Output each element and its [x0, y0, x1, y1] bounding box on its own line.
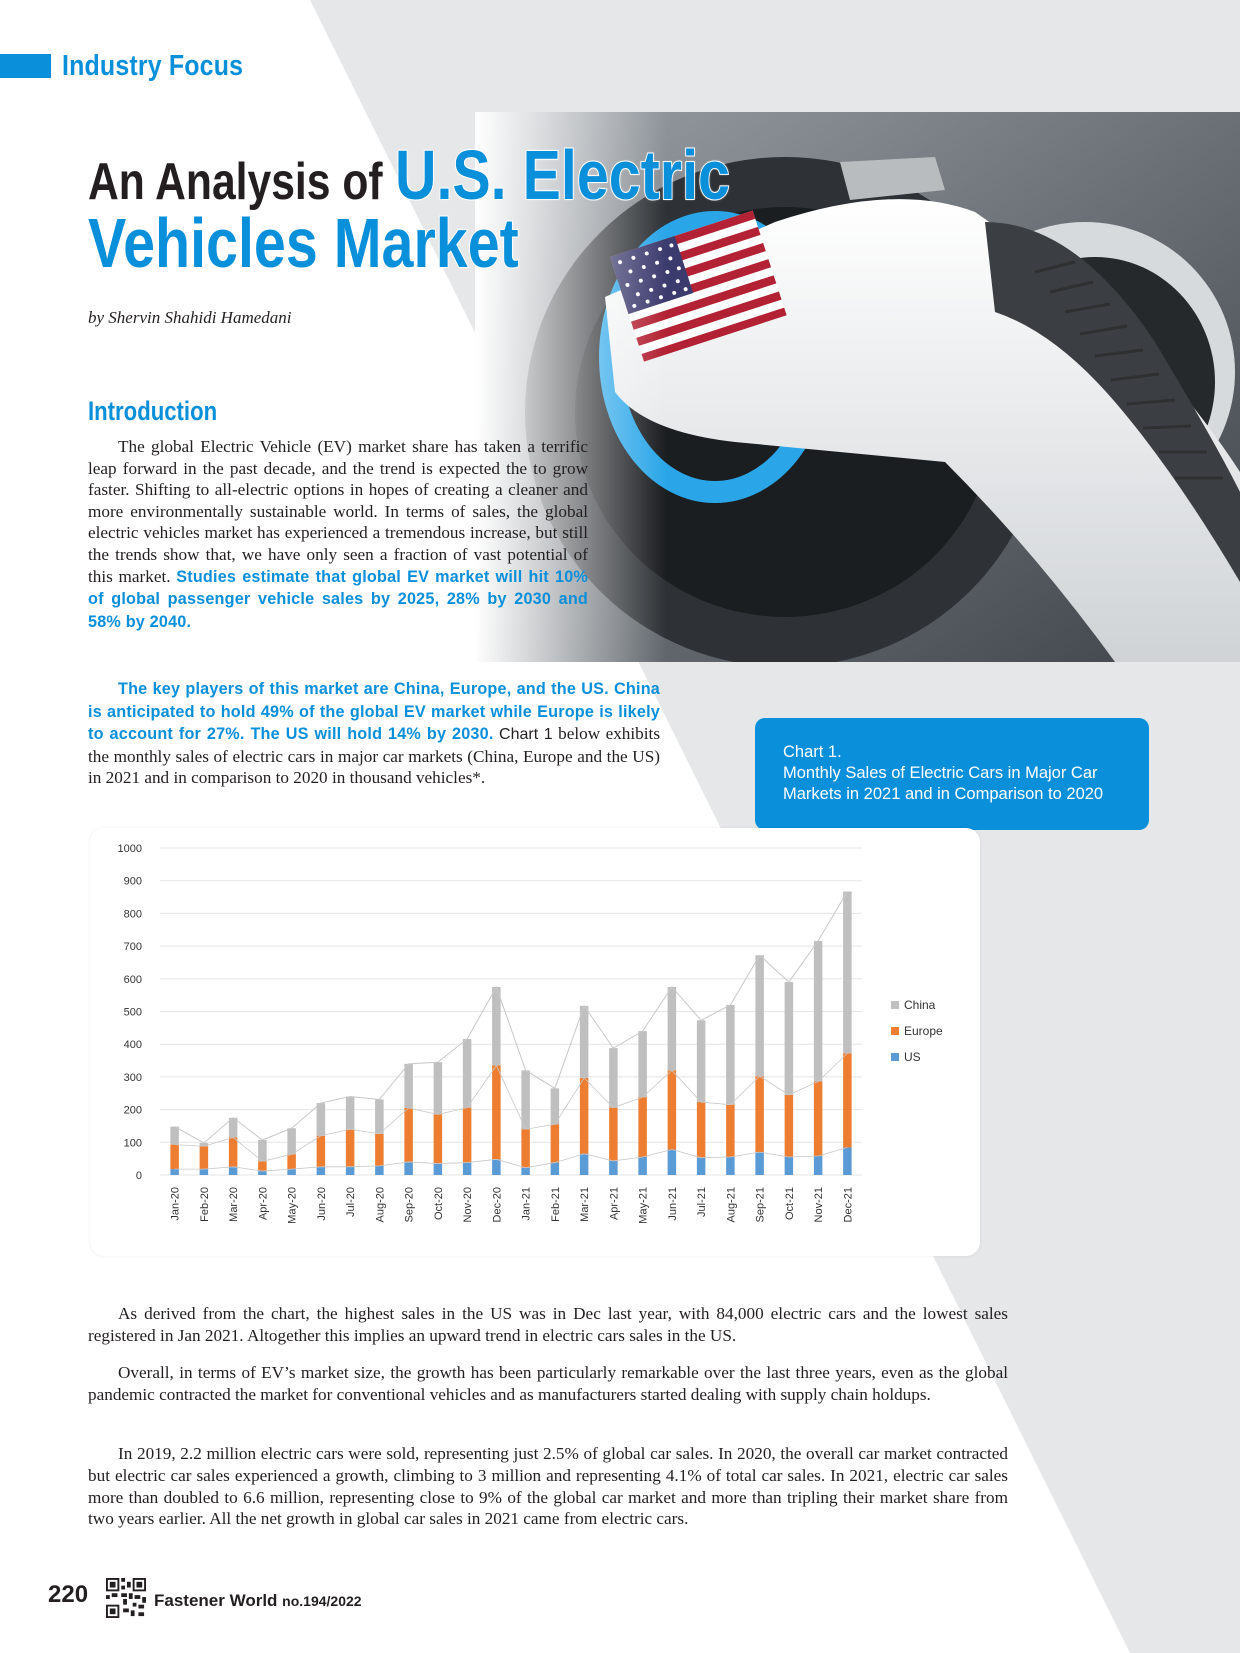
bar-china-jan-20 [170, 1127, 179, 1145]
bar-europe-may-21 [638, 1097, 647, 1157]
bar-europe-dec-21 [843, 1053, 852, 1147]
bar-china-dec-20 [492, 987, 501, 1065]
x-tick-label: Apr-21 [608, 1187, 621, 1221]
bar-us-jan-20 [170, 1169, 179, 1175]
bar-china-jul-21 [697, 1020, 706, 1102]
bar-china-jun-21 [668, 987, 677, 1070]
section-marker-bar [0, 54, 51, 78]
x-tick-label: Jun-20 [315, 1187, 328, 1221]
y-tick-label: 900 [123, 875, 142, 888]
callout-title-line1: Monthly Sales of Electric Cars in Major Car [783, 764, 1098, 782]
bar-china-oct-21 [785, 982, 794, 1095]
bar-us-oct-21 [785, 1157, 794, 1175]
series-line-us [175, 1148, 848, 1172]
bar-europe-jul-21 [697, 1102, 706, 1158]
stacked-bar-chart [90, 828, 980, 1256]
bar-china-jan-21 [521, 1070, 530, 1129]
x-tick-label: Dec-21 [842, 1187, 855, 1223]
y-tick-label: 300 [123, 1071, 142, 1084]
x-tick-label: Mar-20 [228, 1187, 241, 1222]
bar-china-apr-20 [258, 1140, 267, 1161]
bar-us-jan-21 [521, 1168, 530, 1175]
bar-europe-feb-20 [200, 1146, 209, 1169]
bar-europe-aug-21 [726, 1105, 735, 1157]
byline: by Shervin Shahidi Hamedani [88, 308, 292, 327]
bar-us-apr-21 [609, 1161, 618, 1175]
bar-china-mar-21 [580, 1006, 589, 1078]
y-tick-label: 800 [123, 908, 142, 921]
legend-swatch-china [891, 1001, 899, 1009]
bar-europe-aug-20 [375, 1134, 384, 1166]
bar-europe-nov-21 [814, 1081, 823, 1156]
bar-china-jul-20 [346, 1097, 355, 1130]
x-tick-label: Oct-21 [783, 1187, 796, 1221]
body-paragraph-2 [88, 1362, 1008, 1406]
x-tick-label: Mar-21 [579, 1187, 592, 1222]
bar-us-aug-21 [726, 1157, 735, 1175]
callout-label: Chart 1. [783, 743, 842, 761]
bar-china-aug-20 [375, 1099, 384, 1133]
x-tick-label: Nov-20 [462, 1187, 475, 1223]
bar-us-jun-21 [668, 1149, 677, 1175]
article-title [88, 136, 804, 282]
x-tick-label: Feb-20 [198, 1187, 211, 1222]
bar-china-sep-21 [755, 955, 764, 1076]
legend-label-europe: Europe [904, 1024, 943, 1038]
bar-europe-nov-20 [463, 1108, 472, 1163]
body-paragraph-3 [88, 1443, 1008, 1530]
bar-china-nov-21 [814, 941, 823, 1082]
bar-europe-oct-20 [434, 1115, 443, 1164]
legend-swatch-europe [891, 1027, 899, 1035]
intro-p2-text: below exhibits the monthly sales of electric cars in major car markets (China, Europe and the US) in 2021 and in comparison to 2020 in thousand vehicles*. [88, 724, 661, 788]
bar-europe-jan-21 [521, 1129, 530, 1168]
y-tick-label: 700 [123, 941, 142, 954]
bar-us-oct-20 [434, 1164, 443, 1175]
bar-us-apr-20 [258, 1171, 267, 1175]
bar-europe-apr-21 [609, 1108, 618, 1161]
bar-us-sep-20 [404, 1162, 413, 1175]
bar-us-jul-21 [697, 1158, 706, 1175]
x-tick-label: Feb-21 [549, 1187, 562, 1222]
bar-europe-jul-20 [346, 1129, 355, 1167]
series-line-europe [175, 1053, 848, 1161]
bar-china-may-21 [638, 1031, 647, 1097]
x-tick-label: Sep-21 [754, 1187, 767, 1223]
y-tick-label: 600 [123, 973, 142, 986]
x-tick-label: Aug-21 [725, 1187, 738, 1223]
y-tick-label: 1000 [117, 843, 142, 855]
bar-china-oct-20 [434, 1062, 443, 1114]
magazine-issue: no.194/2022 [282, 1593, 362, 1609]
x-tick-label: Jul-20 [345, 1187, 358, 1217]
bar-us-aug-20 [375, 1166, 384, 1175]
body-p2-text: Overall, in terms of EV’s market size, the growth has been particularly remarkable over the last three years, even as the global pandemic contracted the market for conventional vehicles and as manufacturers started dealing with supply chain holdups. [88, 1363, 1008, 1404]
bar-china-apr-21 [609, 1048, 618, 1108]
x-tick-label: Apr-20 [257, 1187, 270, 1221]
x-tick-label: Sep-20 [403, 1187, 416, 1223]
magazine-name [154, 1591, 362, 1611]
bar-us-nov-20 [463, 1163, 472, 1175]
body-p1-text: As derived from the chart, the highest sales in the US was in Dec last year, with 84,000 electric cars and the lowest sales registered in Jan 2021. Altogether this implies an upward trend in electric cars sales in the US. [88, 1304, 1008, 1345]
bar-europe-apr-20 [258, 1161, 267, 1171]
bar-us-feb-20 [200, 1169, 209, 1175]
intro-p1-text: The global Electric Vehicle (EV) market share has taken a terrific leap forward in the past decade, and the trend is expected the to grow faster. Shifting to all-electric options in hopes of creating a cleaner and more environmentally sustainable world. In terms of sales, the global electric vehicles market has experienced a tremendous increase, but still the trends show that, we have only seen a fraction of vast potential of this market. [88, 437, 588, 586]
legend-label-china: China [904, 998, 936, 1012]
bar-us-mar-20 [229, 1167, 238, 1175]
bar-us-jul-20 [346, 1167, 355, 1175]
bar-europe-jun-20 [317, 1136, 326, 1167]
bar-china-nov-20 [463, 1039, 472, 1108]
chart-callout [755, 718, 1149, 830]
x-tick-label: Nov-21 [813, 1187, 826, 1223]
series-line-china [175, 891, 848, 1142]
y-tick-label: 200 [123, 1104, 142, 1117]
x-tick-label: Jun-21 [666, 1187, 679, 1221]
x-tick-label: Jul-21 [696, 1187, 709, 1217]
x-tick-label: Dec-20 [491, 1187, 504, 1223]
bar-us-nov-21 [814, 1156, 823, 1175]
body-p3-text: In 2019, 2.2 million electric cars were sold, representing just 2.5% of global car sales. In 2020, the overall car market contracted but electric car sales experienced a growth, climbing to 3 million and representing 4.1% of total car sales. In 2021, electric car sales more than doubled to 6.6 million, representing close to 9% of the global car market and more than tripling their market share from two years earlier. All the net growth in global car sales in 2021 came from electric cars. [88, 1444, 1008, 1529]
x-tick-label: May-21 [637, 1187, 650, 1224]
x-tick-label: Jan-20 [169, 1187, 182, 1221]
page-number: 220 [48, 1581, 89, 1608]
bar-us-sep-21 [755, 1152, 764, 1175]
y-tick-label: 500 [123, 1006, 142, 1019]
bar-us-mar-21 [580, 1154, 589, 1175]
y-tick-label: 0 [135, 1170, 142, 1182]
bar-europe-mar-21 [580, 1078, 589, 1154]
y-tick-label: 400 [123, 1039, 142, 1052]
bar-europe-may-20 [287, 1154, 296, 1169]
bar-europe-sep-21 [755, 1076, 764, 1152]
bar-china-sep-20 [404, 1064, 413, 1108]
legend-swatch-us [891, 1053, 899, 1061]
title-prefix: An Analysis of [88, 153, 383, 211]
bar-us-dec-21 [843, 1148, 852, 1175]
title-line2: Vehicles Market [88, 204, 519, 282]
bar-europe-sep-20 [404, 1108, 413, 1162]
bar-europe-oct-21 [785, 1095, 794, 1157]
y-tick-label: 100 [123, 1137, 142, 1150]
intro-p1-highlight: Studies estimate that global EV market will hit 10% of global passenger vehicle sales by 2025, 28% by 2030 and 58% by 2040. [88, 567, 588, 631]
x-tick-label: May-20 [286, 1187, 299, 1224]
bar-europe-jan-20 [170, 1145, 179, 1170]
x-tick-label: Oct-20 [432, 1187, 445, 1221]
title-highlight: U.S. Electric [395, 136, 731, 214]
bar-china-jun-20 [317, 1103, 326, 1136]
bar-china-may-20 [287, 1128, 296, 1154]
intro-paragraph-1 [88, 436, 588, 633]
bar-europe-mar-20 [229, 1137, 238, 1166]
bar-us-may-20 [287, 1169, 296, 1175]
bar-china-dec-21 [843, 891, 852, 1053]
bar-europe-dec-20 [492, 1065, 501, 1159]
magazine-title: Fastener World [154, 1591, 278, 1610]
section-label: Industry Focus [62, 50, 244, 82]
chart-reference: Chart 1 [499, 726, 553, 744]
qr-code-icon [106, 1578, 146, 1618]
intro-paragraph-2 [88, 678, 660, 789]
x-tick-label: Aug-20 [374, 1187, 387, 1223]
x-tick-label: Jan-21 [520, 1187, 533, 1221]
chart-panel [90, 828, 980, 1256]
bar-europe-jun-21 [668, 1070, 677, 1149]
bar-us-dec-20 [492, 1159, 501, 1175]
bar-europe-feb-21 [551, 1124, 560, 1162]
bar-us-feb-21 [551, 1163, 560, 1175]
bar-us-may-21 [638, 1157, 647, 1175]
legend-label-us: US [904, 1050, 921, 1064]
callout-title-line2: Markets in 2021 and in Comparison to 2020 [783, 785, 1104, 803]
body-paragraph-1 [88, 1303, 1008, 1347]
bar-us-jun-20 [317, 1167, 326, 1175]
intro-heading: Introduction [88, 396, 218, 426]
bar-china-aug-21 [726, 1005, 735, 1105]
intro-p2-highlight: The key players of this market are China, Europe, and the US. China is anticipated to hold 49% of the global EV market while Europe is likely to account for 27%. The US will hold 14% by 2030. [88, 680, 660, 744]
